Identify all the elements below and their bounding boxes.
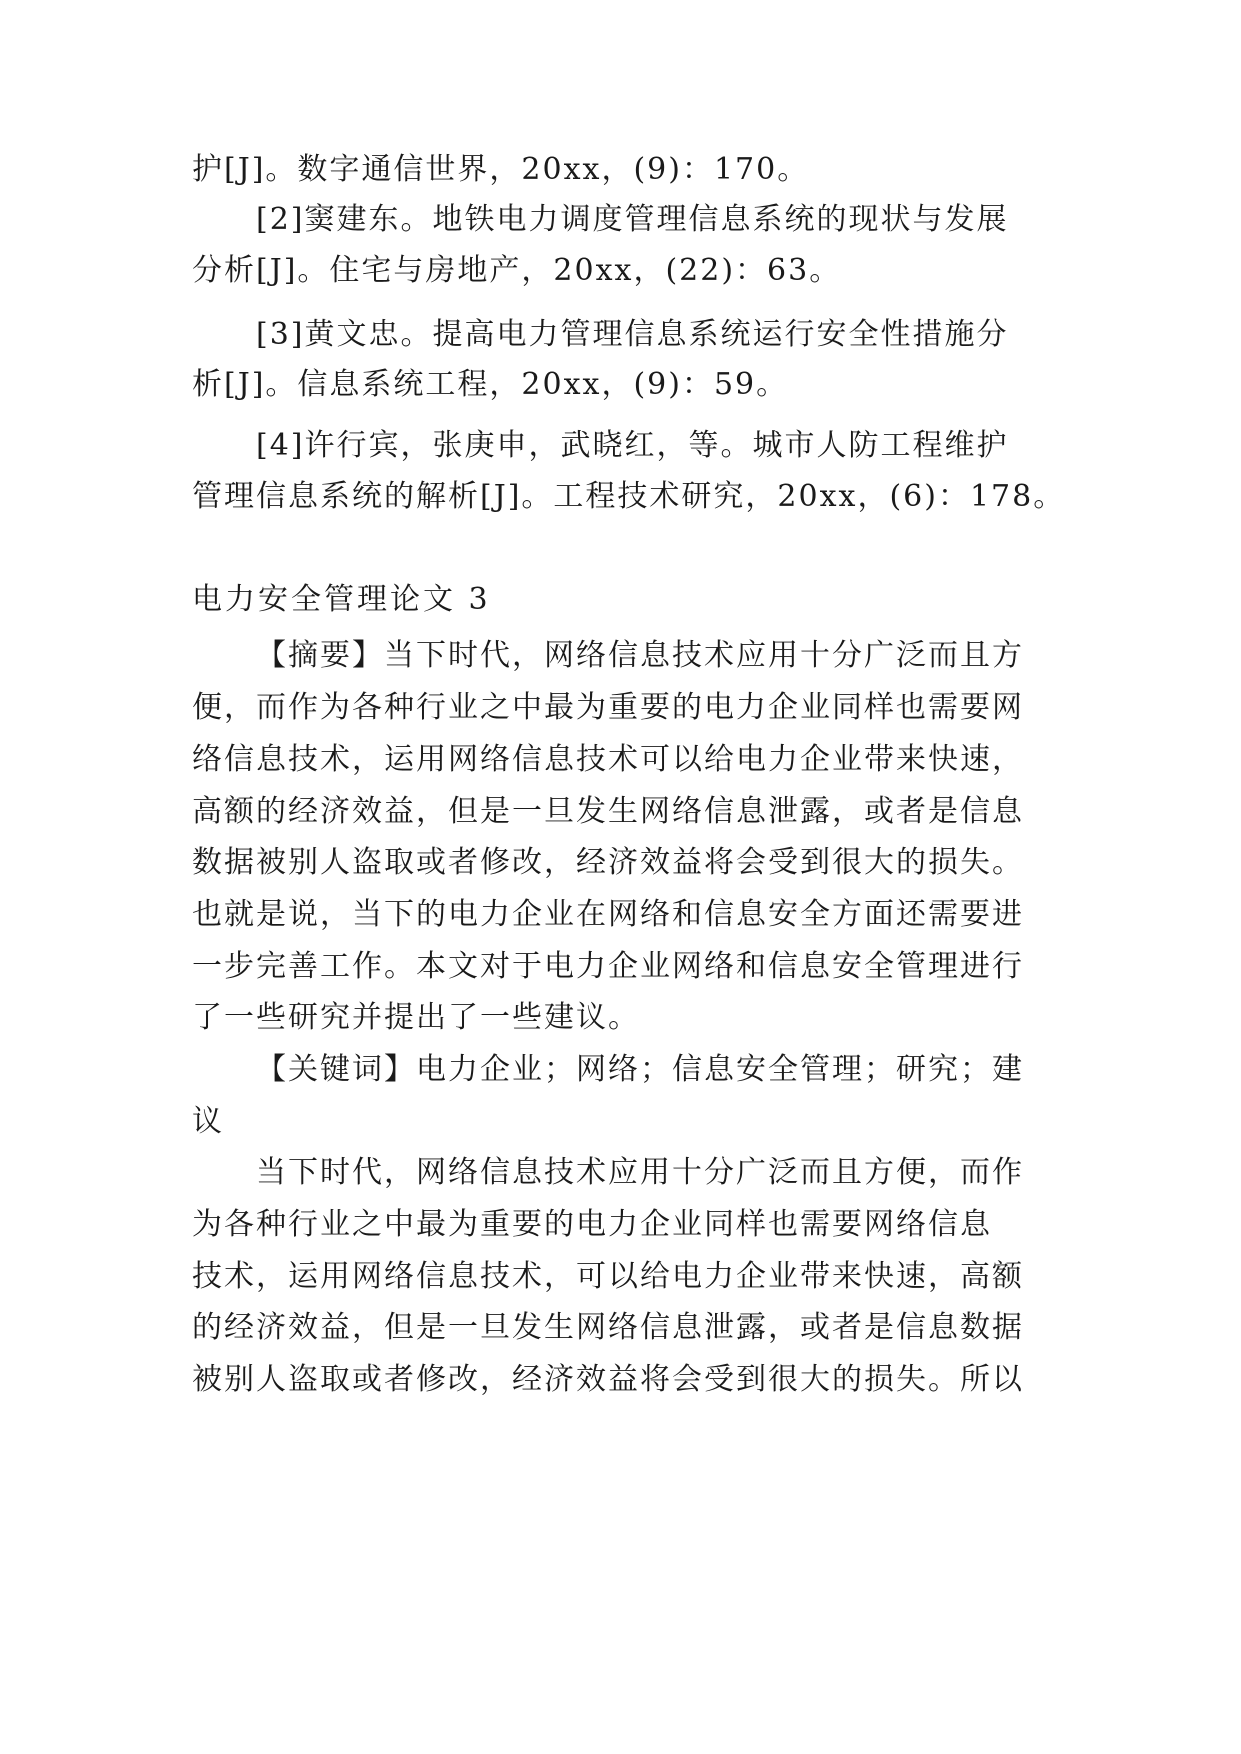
body-line: 技术，运用网络信息技术，可以给电力企业带来快速，高额	[192, 1259, 1024, 1294]
keywords-line-2: 议	[192, 1104, 224, 1139]
abstract-line: 络信息技术，运用网络信息技术可以给电力企业带来快速，	[192, 742, 1024, 777]
reference-3-line-2: 析[J]。信息系统工程，20xx，(9)：59。	[192, 367, 789, 402]
abstract-line: 了一些研究并提出了一些建议。	[192, 1000, 640, 1035]
reference-1-tail: 护[J]。数字通信世界，20xx，(9)：170。	[192, 152, 810, 187]
reference-3-line-1: [3]黄文忠。提高电力管理信息系统运行安全性措施分	[256, 317, 1009, 352]
reference-2-line-2: 分析[J]。住宅与房地产，20xx，(22)：63。	[192, 253, 842, 288]
abstract-line: 【摘要】当下时代，网络信息技术应用十分广泛而且方	[256, 638, 1024, 673]
keywords-line-1: 【关键词】电力企业；网络；信息安全管理；研究；建	[256, 1052, 1024, 1087]
reference-4-line-2: 管理信息系统的解析[J]。工程技术研究，20xx，(6)：178。	[192, 479, 1066, 514]
body-line: 为各种行业之中最为重要的电力企业同样也需要网络信息	[192, 1207, 992, 1242]
abstract-line: 一步完善工作。本文对于电力企业网络和信息安全管理进行	[192, 949, 1024, 984]
reference-4-line-1: [4]许行宾，张庚申，武晓红，等。城市人防工程维护	[256, 428, 1009, 463]
abstract-line: 也就是说，当下的电力企业在网络和信息安全方面还需要进	[192, 897, 1024, 932]
abstract-line: 高额的经济效益，但是一旦发生网络信息泄露，或者是信息	[192, 794, 1024, 829]
section-title: 电力安全管理论文 3	[192, 582, 491, 617]
body-line: 被别人盗取或者修改，经济效益将会受到很大的损失。所以	[192, 1362, 1024, 1397]
abstract-line: 数据被别人盗取或者修改，经济效益将会受到很大的损失。	[192, 845, 1024, 880]
body-line: 当下时代，网络信息技术应用十分广泛而且方便，而作	[256, 1155, 1024, 1190]
abstract-line: 便，而作为各种行业之中最为重要的电力企业同样也需要网	[192, 690, 1024, 725]
body-line: 的经济效益，但是一旦发生网络信息泄露，或者是信息数据	[192, 1310, 1024, 1345]
reference-2-line-1: [2]窦建东。地铁电力调度管理信息系统的现状与发展	[256, 202, 1009, 237]
